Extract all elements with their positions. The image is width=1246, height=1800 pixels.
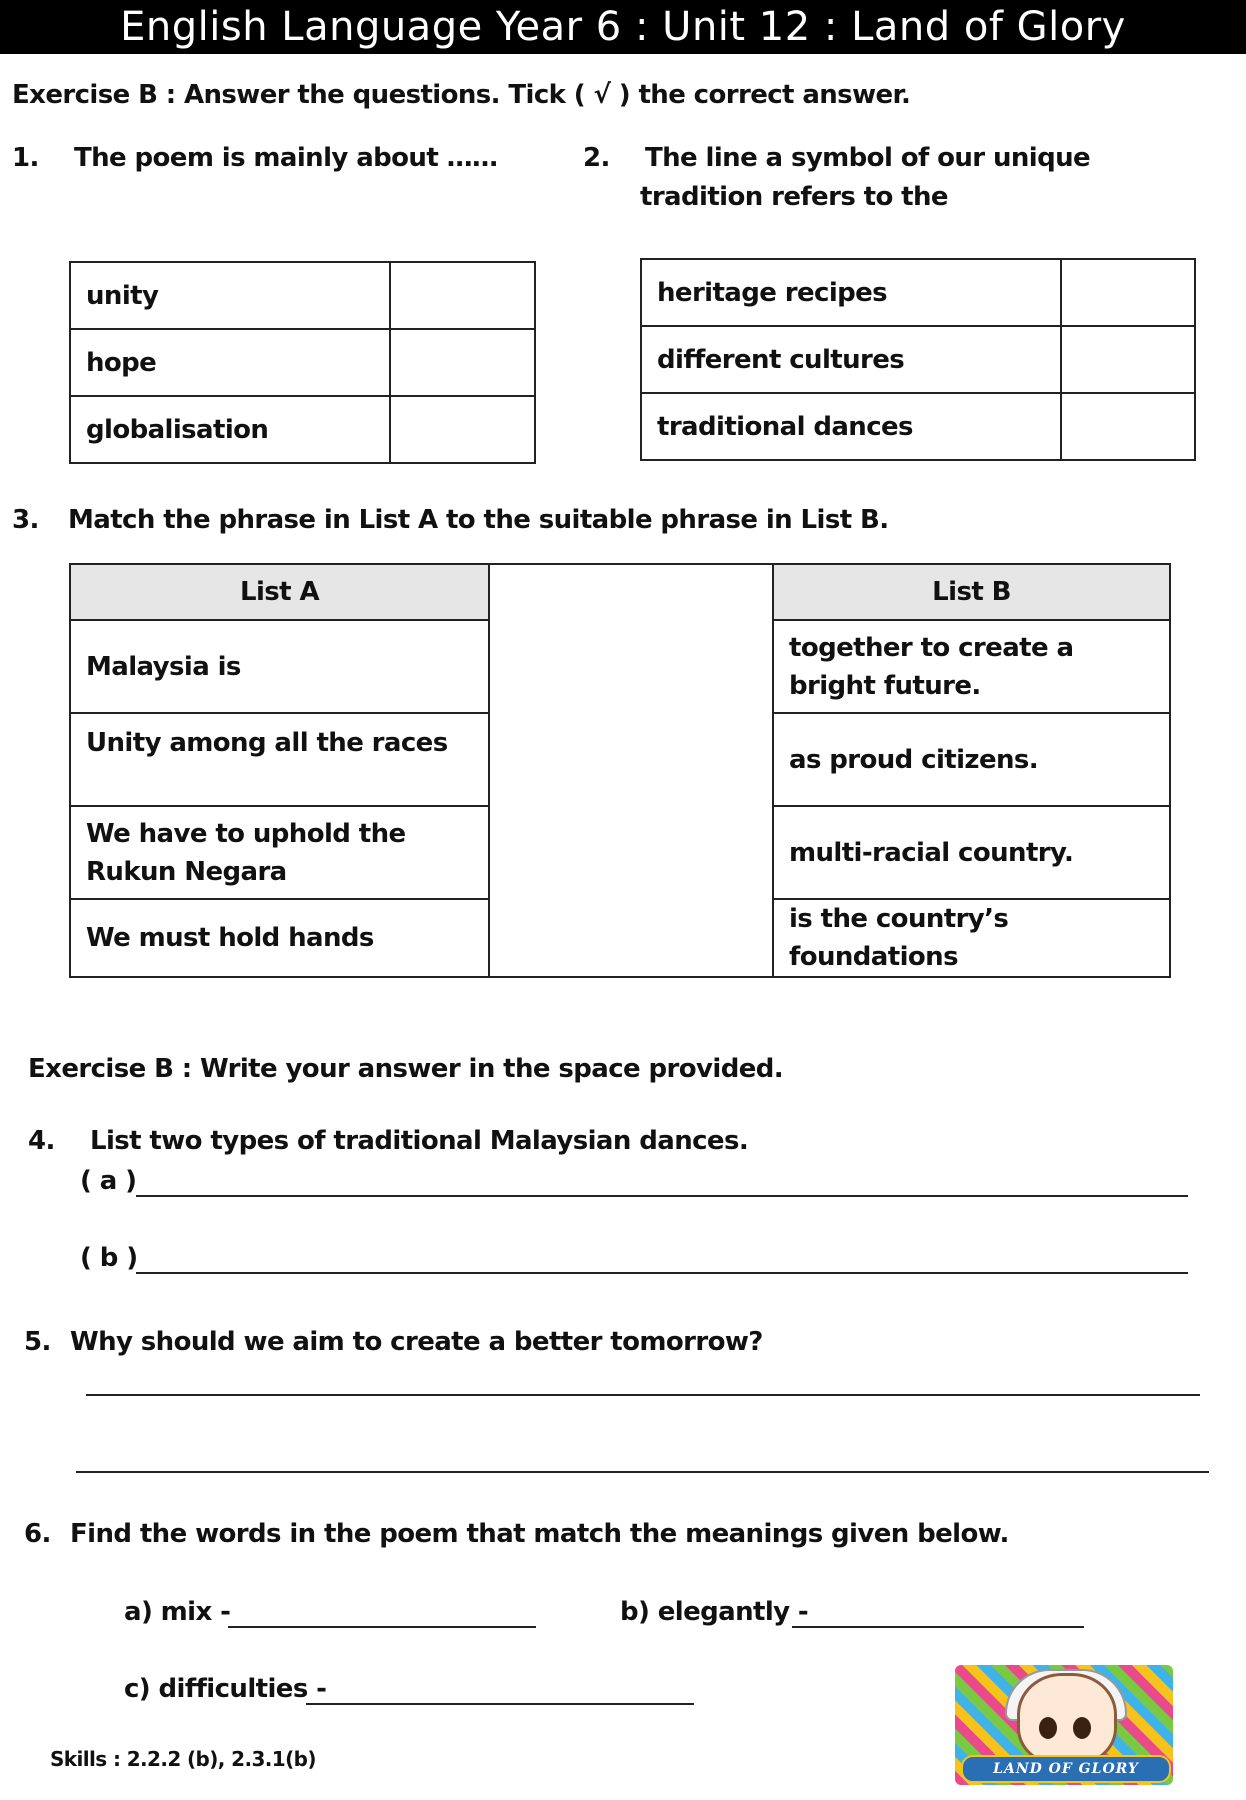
answer-line-6b[interactable]: [792, 1626, 1084, 1628]
q2-option-row: [641, 393, 1195, 460]
q3-number: 3.: [12, 505, 39, 535]
answer-line-6a[interactable]: [228, 1626, 536, 1628]
matching-gap[interactable]: [489, 899, 773, 977]
q6-text: Find the words in the poem that match the meanings given below.: [70, 1519, 1009, 1549]
matching-table: [69, 563, 1171, 978]
q1-option-row: [70, 329, 535, 396]
list-a-header: List A: [70, 564, 489, 620]
list-b-item: is the country’s foundations: [773, 899, 1170, 977]
matching-row: [70, 899, 1170, 977]
matching-gap[interactable]: [489, 620, 773, 713]
q2-tick-box[interactable]: [1061, 393, 1195, 460]
q1-option-row: [70, 262, 535, 329]
answer-line-5b[interactable]: [76, 1471, 1209, 1473]
q1-options-table: [69, 261, 536, 464]
q2-option-label: traditional dances: [641, 393, 1061, 460]
q3-text: Match the phrase in List A to the suitable phrase in List B.: [68, 505, 889, 535]
q1-option-label: hope: [70, 329, 390, 396]
q2-option-label: heritage recipes: [641, 259, 1061, 326]
q2-text-prefix: The line a: [645, 143, 791, 173]
page-title: English Language Year 6 : Unit 12 : Land of Glory: [0, 0, 1246, 54]
list-a-item: We have to uphold the Rukun Negara: [70, 806, 489, 899]
q2-options-table: [640, 258, 1196, 461]
exercise-instruction: Exercise B : Write your answer in the space provided.: [28, 1054, 784, 1084]
list-b-item: together to create a bright future.: [773, 620, 1170, 713]
q4-label-b: ( b ): [80, 1243, 138, 1273]
q2-text-line2-rest: refers to the: [762, 182, 948, 212]
list-a-item: Malaysia is: [70, 620, 489, 713]
q1-text: The poem is mainly about ……: [74, 143, 498, 173]
matching-row: [70, 713, 1170, 806]
matching-gap[interactable]: [489, 806, 773, 899]
q2-tick-box[interactable]: [1061, 326, 1195, 393]
logo-eye: [1039, 1717, 1057, 1739]
answer-line-4a[interactable]: [136, 1195, 1188, 1197]
q6-item-a: a) mix -: [124, 1597, 231, 1627]
q2-number: 2.: [583, 143, 610, 173]
logo-banner: LAND OF GLORY: [961, 1755, 1171, 1783]
q4-label-a: ( a ): [80, 1166, 137, 1196]
list-b-item: multi-racial country.: [773, 806, 1170, 899]
q6-item-c: c) difficulties -: [124, 1674, 327, 1704]
q1-option-label: globalisation: [70, 396, 390, 463]
q2-option-row: [641, 326, 1195, 393]
list-b-header: List B: [773, 564, 1170, 620]
q6-number: 6.: [24, 1519, 51, 1549]
q2-option-label: different cultures: [641, 326, 1061, 393]
q1-tick-box[interactable]: [390, 262, 535, 329]
logo-eye: [1073, 1717, 1091, 1739]
matching-row: [70, 620, 1170, 713]
q6-item-b: b) elegantly -: [620, 1597, 809, 1627]
q2-text-bold: symbol of our unique: [790, 143, 1091, 173]
q5-number: 5.: [24, 1327, 51, 1357]
q1-option-label: unity: [70, 262, 390, 329]
q1-tick-box[interactable]: [390, 396, 535, 463]
matching-gap: [489, 564, 773, 620]
list-a-item: We must hold hands: [70, 899, 489, 977]
q2-option-row: [641, 259, 1195, 326]
q4-text: List two types of traditional Malaysian dances.: [90, 1126, 749, 1156]
q2-text-line1: [645, 143, 1090, 173]
exercise-instruction: Exercise B : Answer the questions. Tick ( √ ) the correct answer.: [12, 80, 911, 110]
matching-header-row: [70, 564, 1170, 620]
q2-text-line2: [640, 182, 948, 212]
answer-line-4b[interactable]: [136, 1272, 1188, 1274]
logo-face: [1017, 1673, 1117, 1765]
answer-line-6c[interactable]: [306, 1703, 694, 1705]
q2-text-line2-bold: tradition: [640, 182, 763, 212]
answer-line-5a[interactable]: [86, 1394, 1200, 1396]
q2-tick-box[interactable]: [1061, 259, 1195, 326]
q5-text: Why should we aim to create a better tomorrow?: [70, 1327, 763, 1357]
land-of-glory-logo: [955, 1665, 1173, 1785]
matching-row: [70, 806, 1170, 899]
q1-option-row: [70, 396, 535, 463]
q1-tick-box[interactable]: [390, 329, 535, 396]
list-a-item: Unity among all the races: [70, 713, 489, 806]
skills-label: Skills : 2.2.2 (b), 2.3.1(b): [50, 1747, 316, 1771]
q4-number: 4.: [28, 1126, 55, 1156]
list-b-item: as proud citizens.: [773, 713, 1170, 806]
matching-gap[interactable]: [489, 713, 773, 806]
q1-number: 1.: [12, 143, 39, 173]
